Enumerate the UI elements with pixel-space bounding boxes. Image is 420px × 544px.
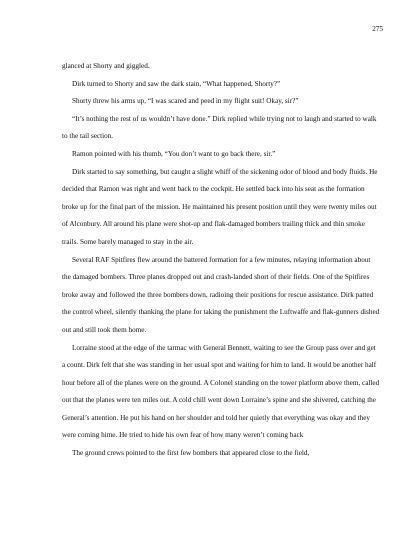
paragraph: Shorty threw his arms up, “I was scared and peed in my flight suit! Okay, sir?” (72, 97, 299, 106)
paragraph: Dirk turned to Shorty and saw the dark stain, “What happened, Shorty?” (72, 79, 281, 88)
body-text (62, 58, 380, 463)
paragraph: “It’s nothing the rest of us wouldn’t have done.” Dirk replied while trying not to laugh and started to walk to the tail section. (62, 114, 377, 141)
paragraph: The ground crews pointed to the first few bombers that appeared close to the field, (72, 449, 310, 458)
page-number: 275 (372, 25, 383, 33)
paragraph: Dirk started to say something, but caught a slight whiff of the sickening odor of blood and body fluids. He decided that Ramon was right and went back to the cockpit. He settled back into his seat as the formation broke up for the final part of the mission. He maintained his present position until they were twenty miles out of Alconbury. All around his plane were shot-up and flak-damaged bombers trailing thick and thin smoke trails. Some barely managed to stay in the air. (62, 167, 378, 246)
paragraph: glanced at Shorty and giggled. (62, 62, 150, 70)
paragraph: Lorraine stood at the edge of the tarmac with General Bennett, waiting to see the Group pass over and get a count. Dirk felt that she was standing in her usual spot and waiting for him to land. It would be another half hour before all of the planes were on the ground. A Colonel standing on the tower platform above them, called out that the planes were ten miles out. A cold chill went down Lorraine’s spine and she shivered, catching the General’s attention. He put his hand on her shoulder and told her quietly that everything was okay and they were coming hime. He tried to hide his own fear of how many weren’t coming back (62, 343, 380, 440)
paragraph: Ramon pointed with his thumb, “You don’t want to go back there, sir.” (72, 149, 276, 158)
paragraph: Several RAF Spitfires flew around the battered formation for a few minutes, relaying information about the damaged bombers. Three planes dropped out and crash-landed short of their fields. One of the Spitfires broke away and followed the three bombers down, radioing their positions for rescue assistance. Dirk patted the control wheel, silently thanking the plane for taking the punishment the Luftwaffe and flak-gunners dished out and still took them home. (62, 255, 380, 334)
